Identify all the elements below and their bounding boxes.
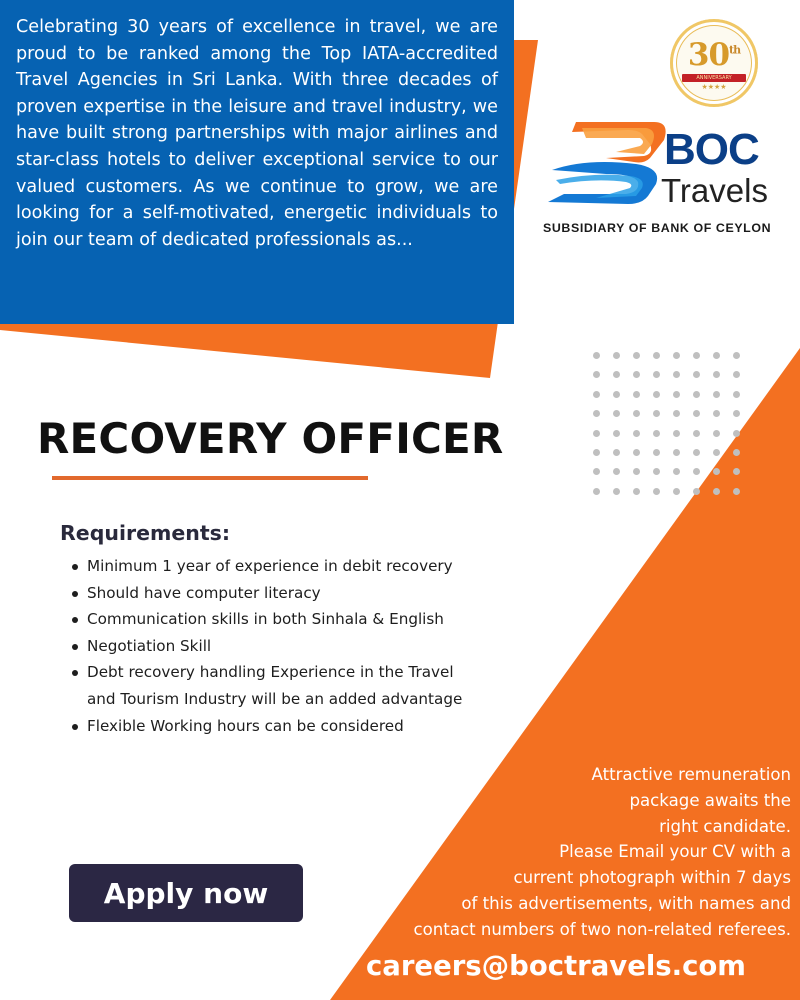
apply-now-button[interactable]: Apply now <box>69 864 303 922</box>
offer-line: of this advertisements, with names and <box>461 893 791 913</box>
offer-line: Attractive remuneration <box>591 765 791 784</box>
offer-line: package awaits the <box>629 790 791 810</box>
logo-brand-boc: BOC <box>664 125 759 174</box>
intro-panel <box>0 0 514 324</box>
requirements-heading: Requirements: <box>60 521 231 545</box>
logo-subsidiary-text: SUBSIDIARY OF BANK OF CEYLON <box>543 221 772 235</box>
offer-line: Please Email your CV with a <box>559 842 791 862</box>
job-title: RECOVERY OFFICER <box>37 414 504 463</box>
requirement-item: Should have computer literacy <box>60 580 540 607</box>
offer-line: current photograph within 7 days <box>513 868 791 888</box>
decorative-dot-grid <box>593 352 763 512</box>
badge-stars: ★★★★ <box>701 83 727 91</box>
intro-text: Celebrating 30 years of excellence in travel, we are proud to be ranked among the Top IATA-accredited Travel Agencies in Sri Lanka. With three decades of proven expertise in the leisure and travel industry, we have built strong partnerships with major airlines and star-class hotels to deliver exceptional service to our valued customers. As we continue to grow, we are looking for a self-motivated, energetic individuals to join our team of dedicated professionals as... <box>16 17 498 250</box>
title-underline <box>52 476 368 480</box>
requirement-item: Communication skills in both Sinhala & English <box>60 606 540 633</box>
badge-ribbon-text: ANNIVERSARY <box>696 75 732 81</box>
badge-suffix: th <box>729 43 741 57</box>
offer-line: right candidate. <box>659 816 791 836</box>
offer-text <box>361 762 791 943</box>
badge-number-value: 30 <box>687 37 730 73</box>
logo-brand-travels: Travels <box>661 172 768 209</box>
requirement-item: Debt recovery handling Experience in the Travel and Tourism Industry will be an added advantage <box>60 659 540 712</box>
requirement-item: Flexible Working hours can be considered <box>60 713 540 740</box>
requirement-item: Negotiation Skill <box>60 633 540 660</box>
offer-line: contact numbers of two non-related referees. <box>413 919 791 939</box>
boc-swoosh-logo-icon <box>546 118 670 206</box>
requirements-list <box>60 553 540 739</box>
anniversary-badge <box>670 19 758 107</box>
careers-email-link[interactable]: careers@boctravels.com <box>366 950 746 982</box>
badge-number <box>670 37 758 73</box>
company-logo <box>540 118 780 238</box>
requirement-item: Minimum 1 year of experience in debit recovery <box>60 553 540 580</box>
